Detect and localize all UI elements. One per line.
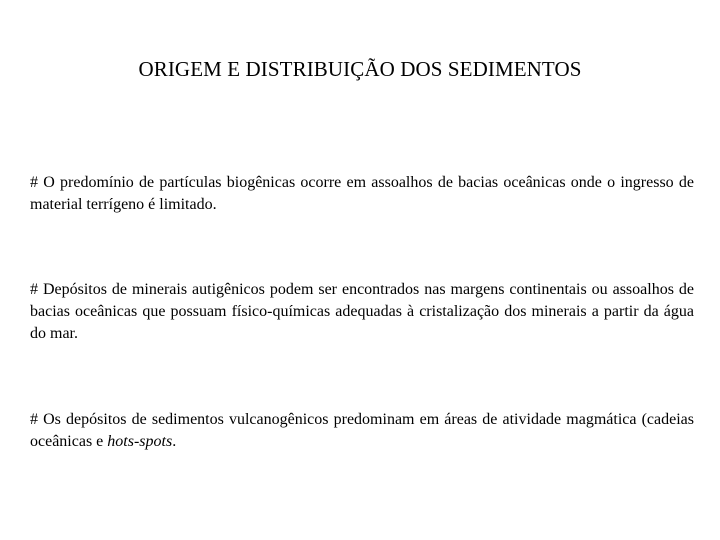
paragraph-biogenic: # O predomínio de partículas biogênicas ocorre em assoalhos de bacias oceânicas onde o ingresso de material terrígeno é limitado. xyxy=(30,174,694,213)
paragraph-volcanogenic-end: . xyxy=(172,433,177,450)
paragraph-volcanogenic xyxy=(30,409,694,453)
paragraph-authigenic: # Depósitos de minerais autigênicos podem ser encontrados nas margens continentais ou assoalhos de bacias oceânicas que possuam físico-químicas adequadas à cristalização dos minerais a partir da água do mar. xyxy=(30,281,694,342)
paragraph-volcanogenic-italic: hots-spots xyxy=(107,433,173,450)
slide-title: ORIGEM E DISTRIBUIÇÃO DOS SEDIMENTOS xyxy=(138,57,582,81)
paragraph-volcanogenic-text: # Os depósitos de sedimentos vulcanogênicos predominam em áreas de atividade magmática (cadeias oceânicas e xyxy=(30,411,694,450)
